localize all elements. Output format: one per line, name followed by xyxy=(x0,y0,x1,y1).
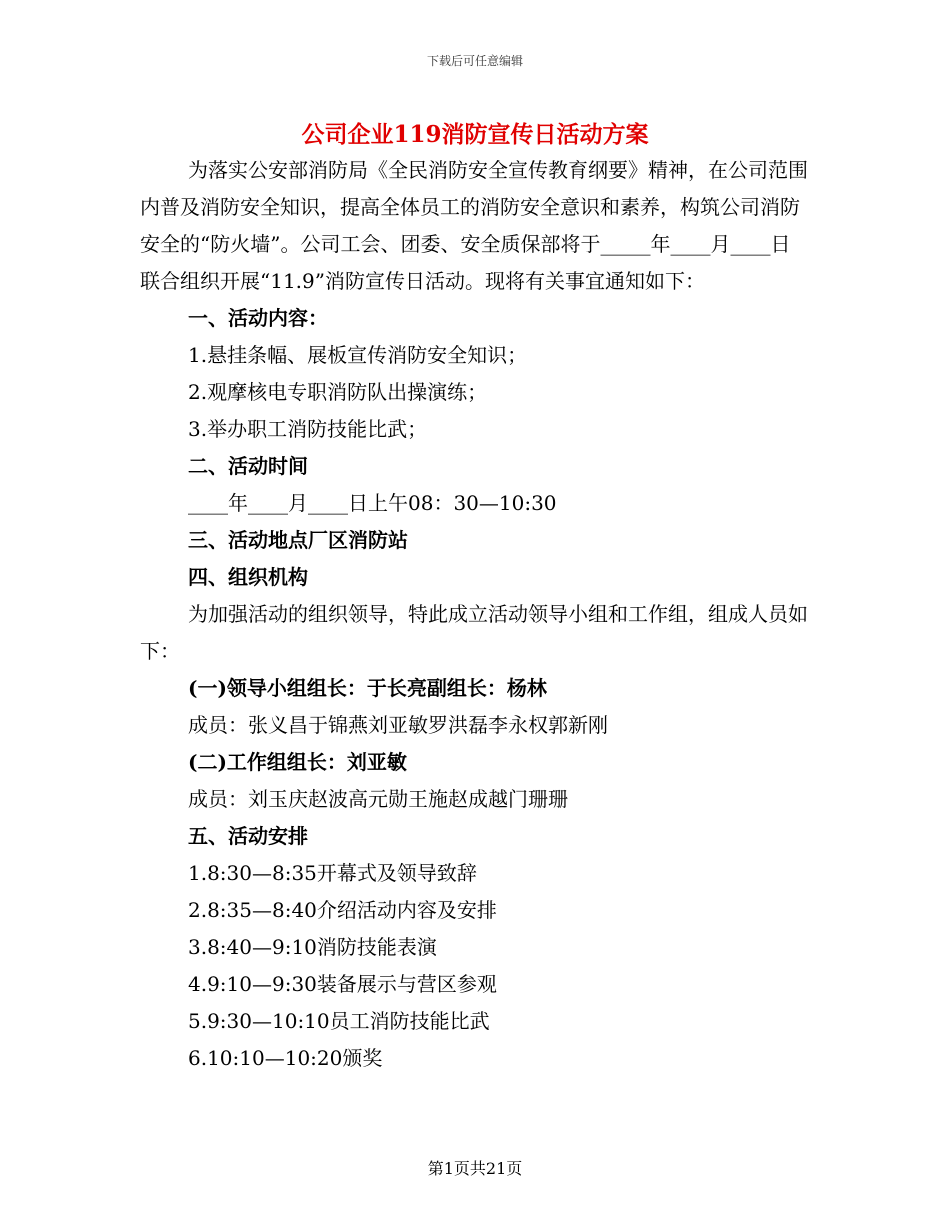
document-body xyxy=(140,152,810,1077)
paragraph: 为加强活动的组织领导，特此成立活动领导小组和工作组，组成人员如下： xyxy=(140,602,808,663)
intro-paragraph: 为落实公安部消防局《全民消防安全宣传教育纲要》精神，在公司范围内普及消防安全知识，提高全体员工的消防安全意识和素养，构筑公司消防安全的“防火墙”。公司工会、团委、安全质保部将于_____年____月____日联合组织开展“11.9”消防宣传日活动。现将有关事宜通知如下： xyxy=(140,158,808,293)
member-list: 成员：张义昌于锦燕刘亚敏罗洪磊李永权郭新刚 xyxy=(188,713,608,737)
page-footer: 第1页共21页 xyxy=(427,1159,523,1178)
list-item: 4.9:10—9:30装备展示与营区参观 xyxy=(188,972,497,996)
section-heading: 一、活动内容： xyxy=(188,306,328,330)
document-title: 公司企业119消防宣传日活动方案 xyxy=(301,121,649,148)
section-heading: 三、活动地点厂区消防站 xyxy=(188,528,408,552)
list-item: 3.8:40—9:10消防技能表演 xyxy=(188,935,437,959)
paragraph: ____年____月____日上午08：30—10:30 xyxy=(188,491,557,515)
section-heading: 五、活动安排 xyxy=(188,824,308,848)
list-item: 6.10:10—10:20颁奖 xyxy=(188,1046,383,1070)
page-header: 下载后可任意编辑 xyxy=(426,54,523,68)
list-item: 5.9:30—10:10员工消防技能比武 xyxy=(188,1009,490,1033)
subsection-heading: (二)工作组组长：刘亚敏 xyxy=(188,750,407,774)
list-item: 1.悬挂条幅、展板宣传消防安全知识； xyxy=(188,343,528,367)
list-item: 1.8:30—8:35开幕式及领导致辞 xyxy=(188,861,477,885)
section-heading: 二、活动时间 xyxy=(188,454,308,478)
list-item: 2.8:35—8:40介绍活动内容及安排 xyxy=(188,898,497,922)
member-list: 成员：刘玉庆赵波高元勋王施赵成越门珊珊 xyxy=(188,787,568,811)
subsection-heading: (一)领导小组组长：于长亮副组长：杨林 xyxy=(188,676,547,700)
section-heading: 四、组织机构 xyxy=(188,565,308,589)
list-item: 2.观摩核电专职消防队出操演练； xyxy=(188,380,488,404)
list-item: 3.举办职工消防技能比武； xyxy=(188,417,428,441)
